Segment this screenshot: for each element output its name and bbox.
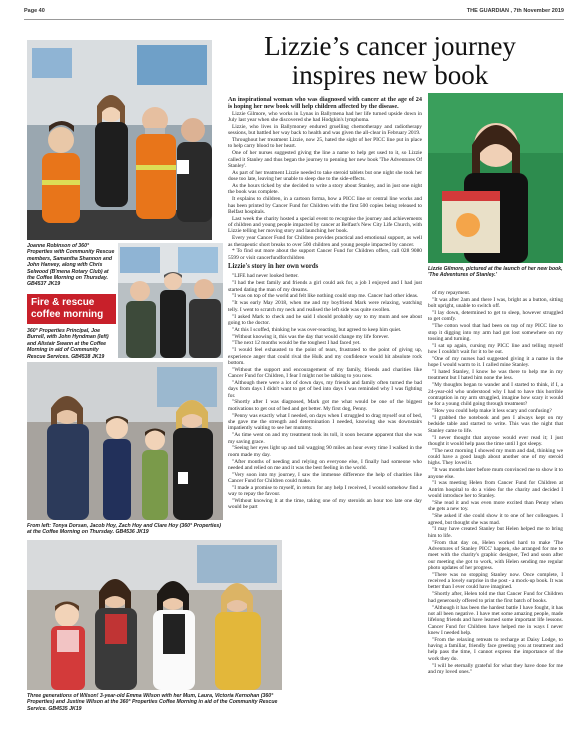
caption-family: From left: Tonya Dorsan, Jacob Hoy, Zach Hoy and Clare Hoy (360° Properties) at the Coffee Morning on Thursday. GB4536 JK19 [27, 523, 221, 536]
article-paragraph: "Shortly after, Helen told me that Cancer Fund for Children had generously offered to print the first batch of books. [428, 591, 563, 604]
article-paragraph: "Very soon into my journey, I saw the immense difference the help of charities like Cancer Fund for Children could make. [228, 471, 422, 485]
red-box-headline: Fire & rescue coffee morning [27, 294, 116, 324]
article-paragraph: "Penny was exactly what I needed, on days when I struggled to drag myself out of bed, she gave me the strength and determination I needed, knowing she was downstairs impatiently waiting to see her mummy. [228, 412, 422, 432]
article-paragraph: "It was after 2am and there I was, bright as a button, sitting bolt upright, unable to switch off. [428, 296, 563, 310]
photo-rescue-team [27, 40, 212, 240]
article-paragraph: Every year Cancer Fund for Children provides practical and emotional support, as well as therapeutic short breaks to over 500 children and young people impacted by cancer. [228, 235, 422, 248]
article-paragraph: "From that day on, Helen worked hard to make 'The Adventures of Stanley PICC' happen, she arranged for me to meet with the charity's graphic designer, Ted and soon after our meeting she got to work, with Helen sending me regular photo updates of her progress. [428, 539, 563, 571]
caption-three-generations: Three generations of Wilson! 3-year-old Emma Wilson with her Mum, Laura, Victoria Kernohan (360° Properties) and Justine Wilson at the 360° Properties Coffee Morning in aid of the Community Rescue Service. GB4535 JK19 [27, 693, 278, 712]
article-paragraph: It explains to children, in a cartoon forma, how a PICC line or central line works and has been printed by Cancer Fund for Children with the first 500 copies being released to Belfast hospitals. [228, 196, 422, 215]
article-paragraph: Lizzie Gilmore, who works in Lynas in Ballymena had her life turned upside down in July last year when she discovered she had Hodgkin's lymphoma. [228, 110, 422, 124]
caption-principal: 360° Properties Principal, Joe Burrell, with John Hyndman (left) and Alistair Swann at the Coffee Morning in aid of Community Rescue Services. GB4538 JK19 [27, 328, 109, 360]
article-paragraph: "Without knowing it at the time, taking one of my steroids an hour too late one day would be part [228, 498, 422, 511]
article-headline: Lizzie’s cancer journey inspires new book [264, 31, 516, 90]
article-paragraph: An inspirational woman who was diagnosed with cancer at the age of 24 is hoping her new book will help children affected by the disease. [228, 96, 422, 111]
article-paragraph: "She asked if she could show it to one of her colleagues. I agreed, but thought she was mad. [428, 513, 563, 526]
caption-rescue-team: Joanne Robinson of 360° Properties with Community Rescue members, Samantha Shannon and John Hanvey, along with Chris Selwood (B'mena Rotary Club) at the Coffee Morning on Thursday. GB4537 JK19 [27, 243, 115, 288]
article-paragraph: "I asked Mark to check and he said I should probably say to my mum and see about going to the doctor. [228, 313, 422, 326]
article-paragraph: "It was early May 2018, when me and my boyfriend Mark were relaxing, watching telly. I went to scratch my neck and realised the left side was quite swollen. [228, 300, 422, 313]
article-paragraph: "One of my nurses had suggested giving it a name in the hope I would warm to it. I called mine Stanley. [428, 355, 563, 369]
article-paragraph: One of her nurses suggested giving the line a name to help get used to it, so Lizzie called it Stanley and thus began the journey to penning her new book 'The Adventures Of Stanley'. [228, 150, 422, 169]
article-paragraph: Throughout her treatment Lizzie, now 25, hated the sight of her PICC line put in place to help carry blood to her heart. [228, 137, 422, 150]
article-paragraph: "There was no stopping Stanley now. Once complete, I received a lovely surprise in the post - a mock-up book. It was better than I ever could have imagined. [428, 571, 563, 591]
article-paragraph: "Although there were a lot of down days, my friends and family often turned the bad days from days I didn't want to get of bed into days I was reminded why I was fighting for. [228, 379, 422, 399]
article-paragraph: Lizzie, who lives in Ballymoney endured gruelling chemotherapy and radiotherapy sessions, but battled her way back to health and was given the all-clear in February 2019. [228, 123, 422, 137]
article-paragraph: "I grabbed the notebook and pen I always kept on my bedside table and started to write. This was the night that Stanley came to life. [428, 415, 563, 434]
article-paragraph: "Without knowing it, this was the day that would change my life forever. [232, 333, 390, 340]
article-paragraph: "How you could help make it less scary and confusing? [432, 408, 552, 415]
photo-lizzie [428, 93, 563, 263]
article-subhead: Lizzie's story in her own words [228, 263, 319, 271]
article-paragraph: "Without the support and encouragement of my family, friends and charities like Cancer Fund for Children, I fear I might not be talking to you now. [228, 366, 422, 380]
article-paragraph: "At this I scoffed, thinking he was over-reacting, but agreed to keep him quiet. [232, 326, 402, 333]
page-header [24, 8, 564, 20]
article-paragraph: As part of her treatment Lizzie needed to take steroid tablets but one night she took her dose too late, leaving her unable to sleep due to the side-effects. [228, 169, 422, 183]
photo-principal [118, 243, 223, 358]
article-paragraph: "I had the best family and friends a girl could ask for, a job I enjoyed and I had just started dating the man of my dreams. [228, 280, 422, 293]
article-paragraph: "Seeing her eyes light up and tail wagging 90 miles an hour every time I walked in the room made my day. [228, 445, 422, 458]
article-paragraph: "She read it and was even more excited than Penny when she gets a new toy. [428, 500, 563, 513]
photo-family [27, 362, 223, 520]
article-paragraph: "Although it has been the hardest battle I have fought, it has not all been negative. I have met some amazing people, made lifelong friends and have learned some important life lessons. Cancer Fund for Children have helped me in ways I never knew I needed help. [428, 604, 563, 636]
article-paragraph: "The next morning I showed my mum and dad, thinking we could have a good laugh about another one of my steroid highs. They loved it. [428, 447, 563, 467]
article-paragraph: "The cotton wool that had been on top of my PICC line to stop it digging into my arm had got lost somewhere on my tossing and turning. [428, 323, 563, 342]
article-paragraph: "I was meeting Helen from Cancer Fund for Children at Antrim hospital to do a video for the charity and decided I would introduce her to Stanley. [428, 480, 563, 500]
article-paragraph: "I will be eternally grateful for what they have done for me and my loved ones." [428, 662, 563, 675]
article-paragraph: "From the relaxing retreats to recharge at Daisy Lodge, to having a familiar, friendly face greeting you at treatment and help pass the time, I cannot express the importance of the work they do. [428, 636, 563, 662]
article-paragraph: "I may have created Stanley but Helen helped me to bring him to life. [428, 526, 563, 539]
article-paragraph: "I made a promise to myself, in return for any help I received, I would somehow find a way to repay the favour. [228, 484, 422, 498]
article-paragraph: "After months of needing and relying on everyone else, I finally had someone who needed and relied on me and it was the best feeling in the world. [228, 458, 422, 471]
article-paragraph: "I lay down, determined to get to sleep, however struggled to get comfy. [428, 310, 563, 323]
article-paragraph: Last week the charity hosted a special event to recognise the journey and achievements of children and young people impacted by cancer at Belfast's New City Life Church, with Lizzie telling her moving story and launching her book. [228, 215, 422, 235]
article-paragraph: of my repayment. [432, 290, 471, 296]
article-paragraph: As the hours ticked by she decided to write a story about Stanley, and in just one night the book was complete. [228, 182, 422, 196]
article-column-1 [228, 96, 422, 732]
article-paragraph: "I hated Stanley, I know he was there to help me in my treatment but I hated him none the less. [428, 369, 563, 382]
article-paragraph: "It was months later before mum convinced me to show it to anyone else. [428, 467, 563, 480]
article-paragraph: "I never thought that anyone would ever read it; I just thought it would help pass the time until I got sleepy. [428, 434, 563, 447]
article-paragraph: * To find out more about the support Cancer Fund for Children offers, call 028 9080 5599 or visit cancerfundforchildren [228, 248, 422, 261]
article-paragraph: "I would feel exhausted to the point of tears, frustrated to the point of giving up, experience anger that could rival the Hulk and my confidence would hit absolute rock bottom. [228, 347, 422, 366]
article-column-2 [428, 290, 563, 732]
paper-dateline: THE GUARDIAN , 7th November 2019 [466, 8, 564, 14]
caption-lizzie: Lizzie Gilmore, pictured at the launch of her new book, 'The Adventures of Stanley.' [428, 266, 563, 279]
article-paragraph: "I sat up again, cursing my PICC line and telling myself how I couldn't wait for it to be out. [428, 342, 563, 356]
article-paragraph: "Shortly after I was diagnosed, Mark got me what would be one of the biggest motivations to get out of bed and get better. My first dog, Penny. [228, 399, 422, 412]
article-paragraph: "The next 12 months would be the toughest I had faced yet. [232, 340, 361, 347]
page-number: Page 40 [24, 8, 45, 14]
article-paragraph: "LIFE had never looked better. [232, 273, 299, 280]
article-paragraph: "As time went on and my treatment took its toll, it soon became apparent that she was my saving grace. [228, 432, 422, 445]
article-paragraph: "I was on top of the world and felt like nothing could stop me. Cancer had other ideas. [232, 293, 419, 300]
article-paragraph: "My thoughts began to wander and I started to think, if I, a 24-year-old who understood why I had to have this horrible contraption in my arm struggled, imagine how scary it would be for a young child going through treatment? [428, 382, 563, 408]
